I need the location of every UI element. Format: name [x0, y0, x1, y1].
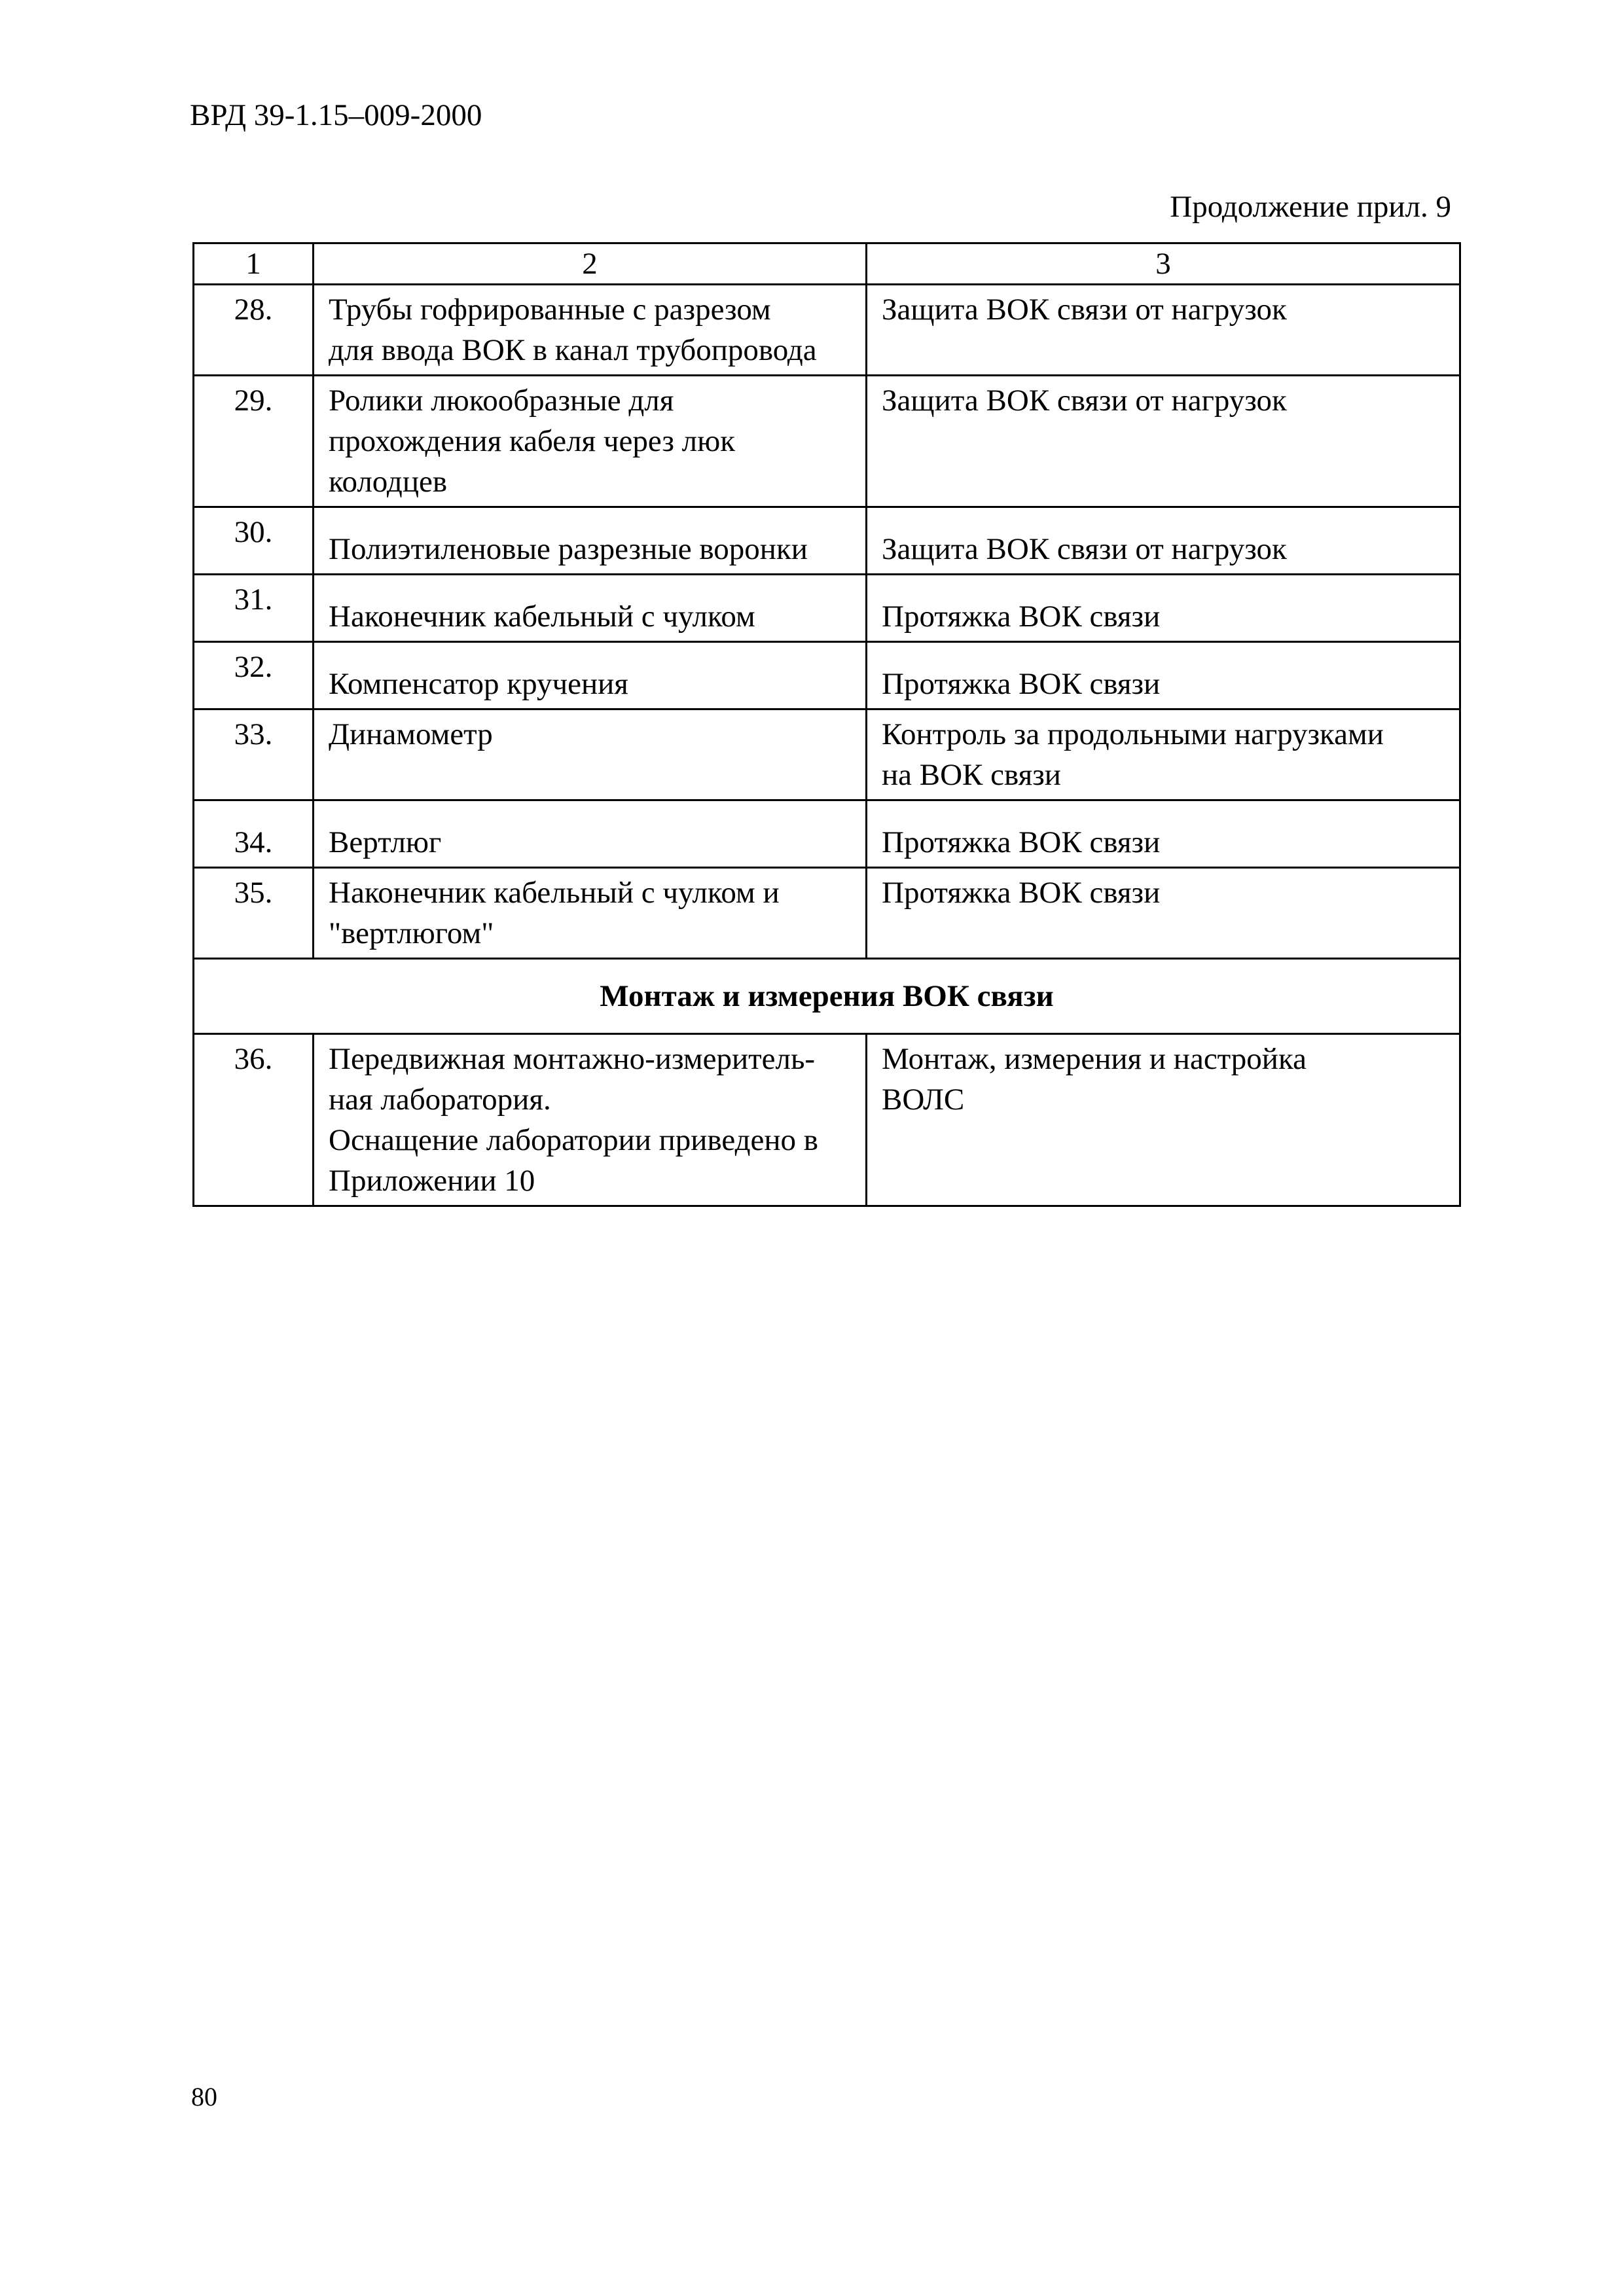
equipment-name: Наконечник кабельный с чулком и "вертлюгом": [314, 868, 867, 959]
row-number: 29.: [194, 376, 314, 507]
table-row: [194, 575, 1460, 642]
equipment-purpose: Протяжка ВОК связи: [867, 642, 1460, 709]
equipment-name: Вертлюг: [314, 800, 867, 868]
table-row: [194, 376, 1460, 507]
equipment-name: Трубы гофрированные с разрезом для ввода ВОК в канал трубопровода: [314, 285, 867, 376]
table-row: [194, 1034, 1460, 1206]
table-row: [194, 507, 1460, 575]
table-row: [194, 285, 1460, 376]
equipment-name: Наконечник кабельный с чулком: [314, 575, 867, 642]
document-code: ВРД 39-1.15–009-2000: [190, 98, 482, 132]
table-row: [194, 868, 1460, 959]
equipment-purpose: Протяжка ВОК связи: [867, 800, 1460, 868]
column-number-1: 1: [194, 243, 314, 285]
row-number: 33.: [194, 709, 314, 800]
continuation-label: Продолжение прил. 9: [1170, 190, 1451, 224]
section-row: [194, 959, 1460, 1034]
row-number: 28.: [194, 285, 314, 376]
row-number: 34.: [194, 800, 314, 868]
equipment-purpose: Контроль за продольными нагрузками на ВОК связи: [867, 709, 1460, 800]
equipment-name: Полиэтиленовые разрезные воронки: [314, 507, 867, 575]
equipment-purpose: Протяжка ВОК связи: [867, 575, 1460, 642]
equipment-name: Передвижная монтажно-измеритель- ная лаборатория. Оснащение лаборатории приведено в Приложении 10: [314, 1034, 867, 1206]
column-number-row: [194, 243, 1460, 285]
table-row: [194, 800, 1460, 868]
equipment-purpose: Защита ВОК связи от нагрузок: [867, 376, 1460, 507]
equipment-purpose: Защита ВОК связи от нагрузок: [867, 285, 1460, 376]
row-number: 32.: [194, 642, 314, 709]
section-title: Монтаж и измерения ВОК связи: [194, 959, 1460, 1034]
row-number: 36.: [194, 1034, 314, 1206]
column-number-2: 2: [314, 243, 867, 285]
column-number-3: 3: [867, 243, 1460, 285]
equipment-table: [192, 242, 1461, 1207]
row-number: 35.: [194, 868, 314, 959]
page-number: 80: [191, 2082, 217, 2111]
equipment-purpose: Монтаж, измерения и настройка ВОЛС: [867, 1034, 1460, 1206]
table-row: [194, 709, 1460, 800]
equipment-purpose: Защита ВОК связи от нагрузок: [867, 507, 1460, 575]
table-row: [194, 642, 1460, 709]
row-number: 31.: [194, 575, 314, 642]
equipment-name: Динамометр: [314, 709, 867, 800]
equipment-name: Ролики люкообразные для прохождения кабеля через люк колодцев: [314, 376, 867, 507]
equipment-name: Компенсатор кручения: [314, 642, 867, 709]
row-number: 30.: [194, 507, 314, 575]
equipment-purpose: Протяжка ВОК связи: [867, 868, 1460, 959]
